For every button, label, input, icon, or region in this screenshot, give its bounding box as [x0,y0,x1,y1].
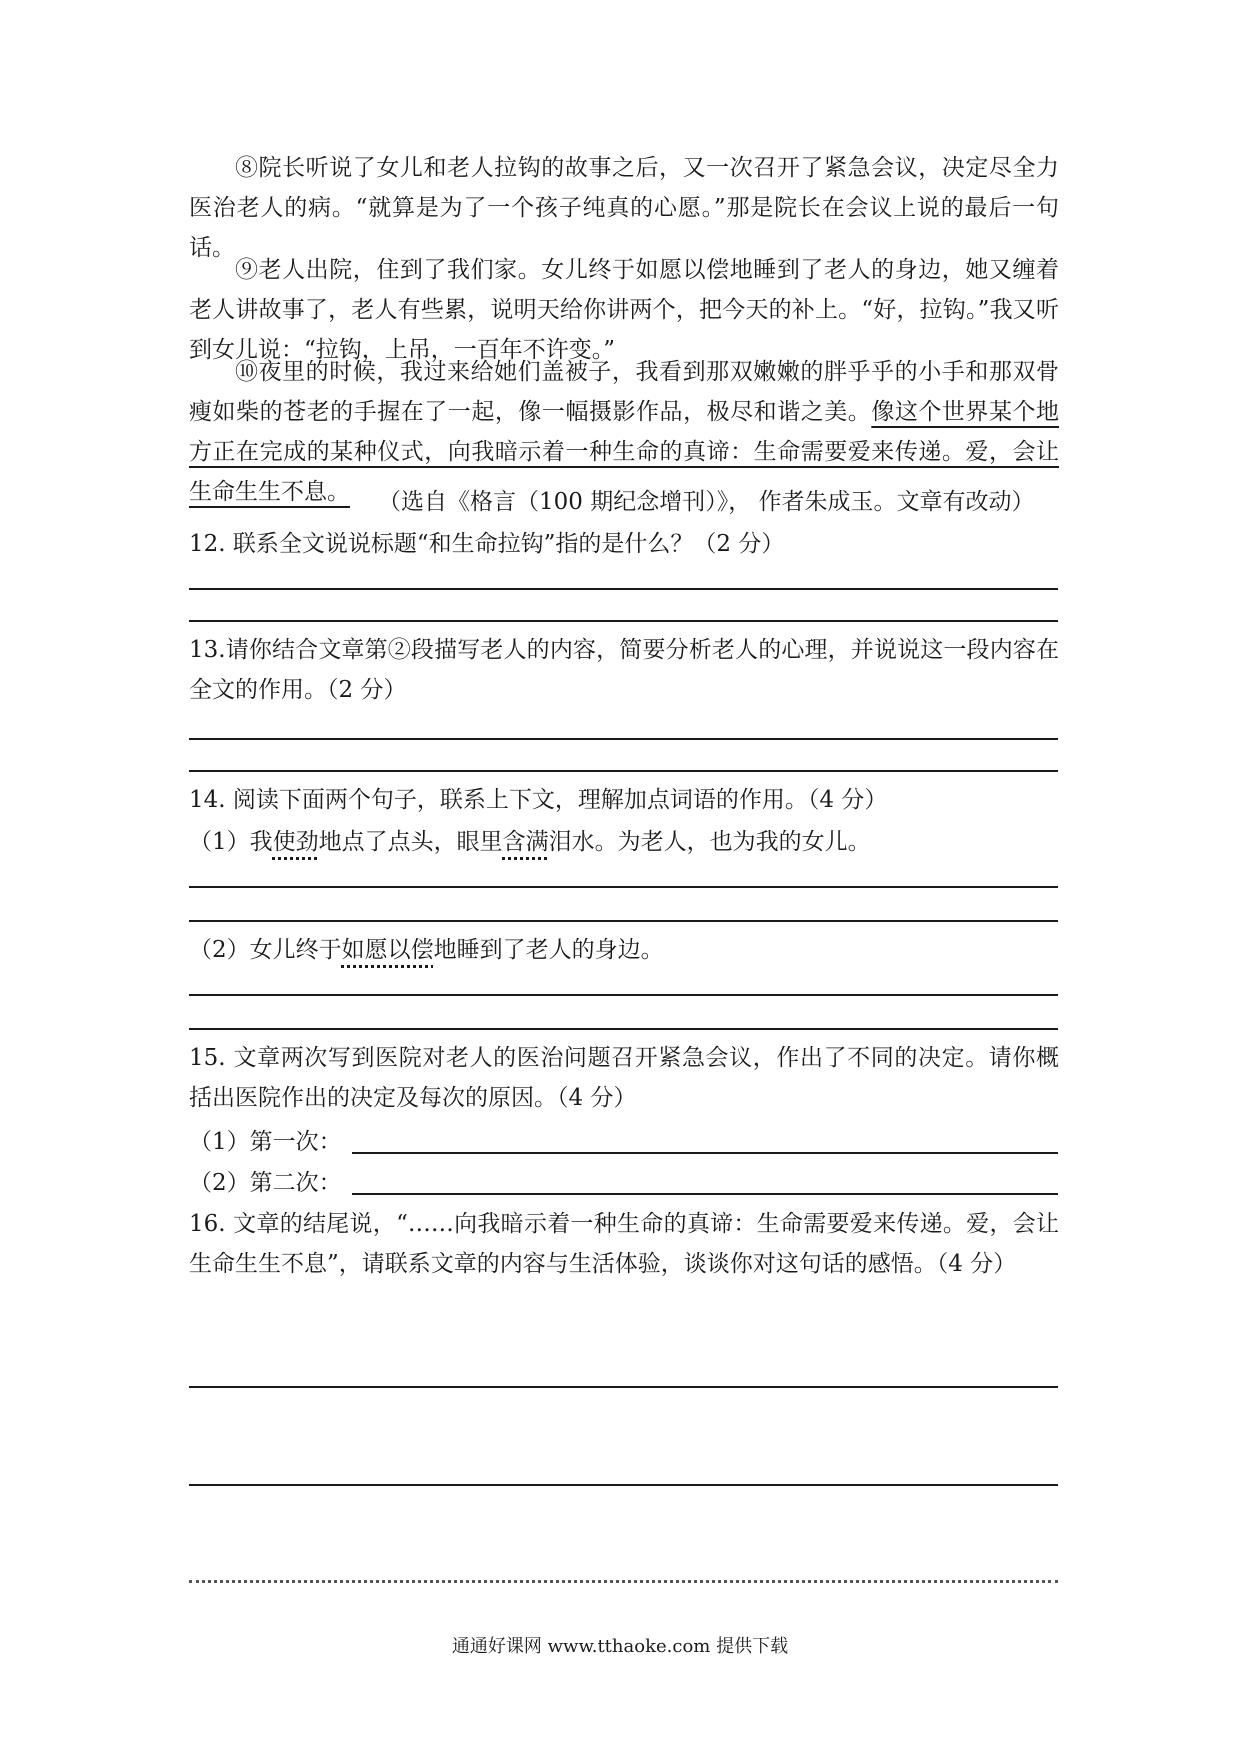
question-14-part-1 [189,822,871,862]
answer-line [189,620,1058,622]
question-16: 16. 文章的结尾说，“……向我暗示着一种生命的真谛：生命需要爱来传递。爱，会让生命生生不息”，请联系文章的内容与生活体验，谈谈你对这句话的感悟。（4 分） [189,1211,1059,1277]
answer-line [189,1484,1058,1486]
text-segment: 地点了点头，眼里 [318,829,503,855]
question-15: 15. 文章两次写到医院对老人的医治问题召开紧急会议，作出了不同的决定。请你概括出医院作出的决定及每次的原因。（4 分） [189,1045,1059,1111]
question-12: 12. 联系全文说说标题“和生命拉钩”指的是什么？（2 分） [189,531,785,557]
answer-line [189,994,1058,996]
text-segment: （2）女儿终于 [189,937,342,963]
answer-line [189,770,1058,772]
question-15-first: （1）第一次： [189,1129,342,1155]
question-15-second: （2）第二次： [189,1170,342,1196]
dotted-word: 如愿以偿 [341,937,434,963]
text-segment: 地睡到了老人的身边。 [433,937,664,963]
answer-line [189,886,1058,888]
source-citation: （选自《格言（100 期纪念增刊）》， 作者朱成玉。文章有改动） [378,489,1035,515]
answer-line [189,588,1058,590]
dotted-word: 含满 [502,829,549,855]
answer-line [189,1028,1058,1030]
dotted-word: 使劲 [272,829,319,855]
question-14-part-2 [189,930,664,970]
answer-line [352,1193,1058,1195]
paragraph-9: ⑨老人出院，住到了我们家。女儿终于如愿以偿地睡到了老人的身边，她又缠着老人讲故事了，老人有些累，说明天给你讲两个，把今天的补上。“好，拉钩。”我又听到女儿说：“拉钩，上吊，一百年不许变。” [189,257,1059,363]
text-segment: （1）我 [189,829,273,855]
paragraph-10-underlined: 像这个世界某个地方正在完成的某种仪式，向我暗示着一种生命的真谛：生命需要爱来传递。爱，会让生命生生不息。 [189,399,1060,505]
text-segment: 泪水。为老人，也为我的女儿。 [548,829,871,855]
paragraph-8: ⑧院长听说了女儿和老人拉钩的故事之后，又一次召开了紧急会议，决定尽全力医治老人的病。“就算是为了一个孩子纯真的心愿。”那是院长在会议上说的最后一句话。 [189,155,1059,261]
answer-line [189,1386,1058,1388]
question-14: 14. 阅读下面两个句子，联系上下文，理解加点词语的作用。（4 分） [189,787,888,813]
page-footer: 通通好课网 www.tthaoke.com 提供下载 [451,1636,789,1657]
dotted-divider [189,1580,1058,1583]
answer-line [189,738,1058,740]
paragraph-10-plain: ⑩夜里的时候，我过来给她们盖被子，我看到那双嫩嫩的胖乎乎的小手和那双骨瘦如柴的苍老的手握在了一起，像一幅摄影作品，极尽和谐之美。 [189,359,1059,425]
answer-line [189,920,1058,922]
answer-line [352,1152,1058,1154]
question-13: 13.请你结合文章第②段描写老人的内容，简要分析老人的心理，并说说这一段内容在全文的作用。（2 分） [189,637,1059,703]
